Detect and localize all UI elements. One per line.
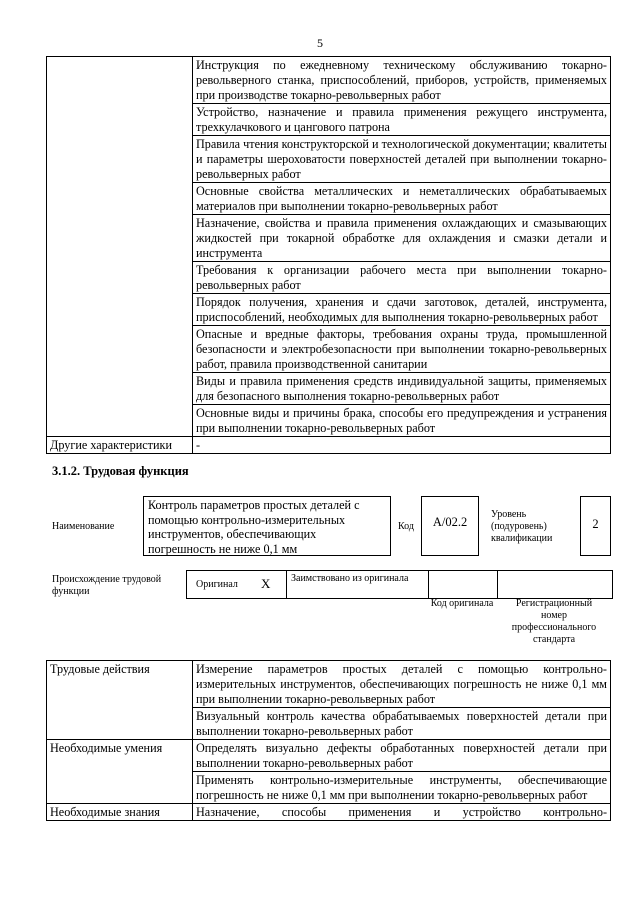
table-value-cell: Инструкция по ежедневному техническому обслуживанию токарно-револьверного станка, приспособлений, приборов, устройств, применяемых при производстве токарно-револьверных работ xyxy=(193,57,611,104)
table-value-cell: Назначение, свойства и правила применения охлаждающих и смазывающих жидкостей при токарной обработке для охлаждения и смазки детали и инструмента xyxy=(193,215,611,262)
table-label-cell: Необходимые умения xyxy=(47,740,193,804)
table-value-cell: Визуальный контроль качества обрабатываемых поверхностей детали при выполнении токарно-револьверных работ xyxy=(193,708,611,740)
level-label: Уровень (подуровень) квалификации xyxy=(491,509,553,544)
table-row xyxy=(47,804,611,821)
divider xyxy=(497,571,498,598)
table-label-cell xyxy=(47,57,193,437)
code-caption: Код оригинала xyxy=(430,598,494,609)
function-code-box: A/02.2 xyxy=(421,496,479,556)
page-number: 5 xyxy=(317,36,323,50)
table-value-cell: Применять контрольно-измерительные инструменты, обеспечивающие погрешность не ниже 0,1 мм при выполнении токарно-револьверных работ xyxy=(193,772,611,804)
origin-label: Происхождение трудовой функции xyxy=(52,574,162,597)
table-value-cell: Порядок получения, хранения и сдачи заготовок, деталей, инструмента, приспособлений, необходимых для выполнения токарно-револьверных работ xyxy=(193,294,611,326)
original-mark: X xyxy=(261,576,271,591)
code-label: Код xyxy=(398,521,414,532)
table-value-cell: Назначение, способы применения и устройство контрольно- xyxy=(193,804,611,821)
table-value-cell: Правила чтения конструкторской и технологической документации; квалитеты и параметры шероховатости поверхностей деталей при выполнении токарно-револьверных работ xyxy=(193,136,611,183)
table-label-cell: Другие характеристики xyxy=(47,437,193,454)
divider xyxy=(286,571,287,598)
table-value-cell: Определять визуально дефекты обработанных поверхностей детали при выполнении токарно-револьверных работ xyxy=(193,740,611,772)
table-row xyxy=(47,740,611,772)
table-value-cell: Устройство, назначение и правила применения режущего инструмента, трехкулачкового и цангового патрона xyxy=(193,104,611,136)
table-value-cell: Требования к организации рабочего места при выполнении токарно-револьверных работ xyxy=(193,262,611,294)
table-value-cell: Измерение параметров простых деталей с помощью контрольно-измерительных инструментов, обеспечивающих погрешность не ниже 0,1 мм при выполнении токарно-револьверных работ xyxy=(193,661,611,708)
function-name-box: Контроль параметров простых деталей с помощью контрольно-измерительных инструментов, обеспечивающих погрешность не ниже 0,1 мм xyxy=(143,496,391,556)
actions-table xyxy=(46,660,611,821)
section-title: 3.1.2. Трудовая функция xyxy=(52,464,189,478)
divider xyxy=(428,571,429,598)
level-value-box: 2 xyxy=(580,496,611,556)
table-value-cell: Опасные и вредные факторы, требования охраны труда, промышленной безопасности и электробезопасности при выполнении токарно-револьверных работ, правила производственной санитарии xyxy=(193,326,611,373)
knowledge-table xyxy=(46,56,611,454)
origin-box xyxy=(186,570,613,599)
table-value-cell: Виды и правила применения средств индивидуальной защиты, применяемых для безопасного выполнения токарно-револьверных работ xyxy=(193,373,611,405)
table-value-cell: - xyxy=(193,437,611,454)
reg-caption: Регистрационный номер профессионального стандарта xyxy=(511,598,597,645)
table-row xyxy=(47,437,611,454)
table-label-cell: Необходимые знания xyxy=(47,804,193,821)
table-value-cell: Основные свойства металлических и неметаллических обрабатываемых материалов при выполнении токарно-револьверных работ xyxy=(193,183,611,215)
borrowed-label: Заимствовано из оригинала xyxy=(291,573,409,584)
table-row xyxy=(47,661,611,708)
name-label: Наименование xyxy=(52,521,115,532)
table-row xyxy=(47,57,611,104)
original-label: Оригинал xyxy=(196,579,238,590)
table-value-cell: Основные виды и причины брака, способы его предупреждения и устранения при выполнении токарно-револьверных работ xyxy=(193,405,611,437)
table-label-cell: Трудовые действия xyxy=(47,661,193,740)
